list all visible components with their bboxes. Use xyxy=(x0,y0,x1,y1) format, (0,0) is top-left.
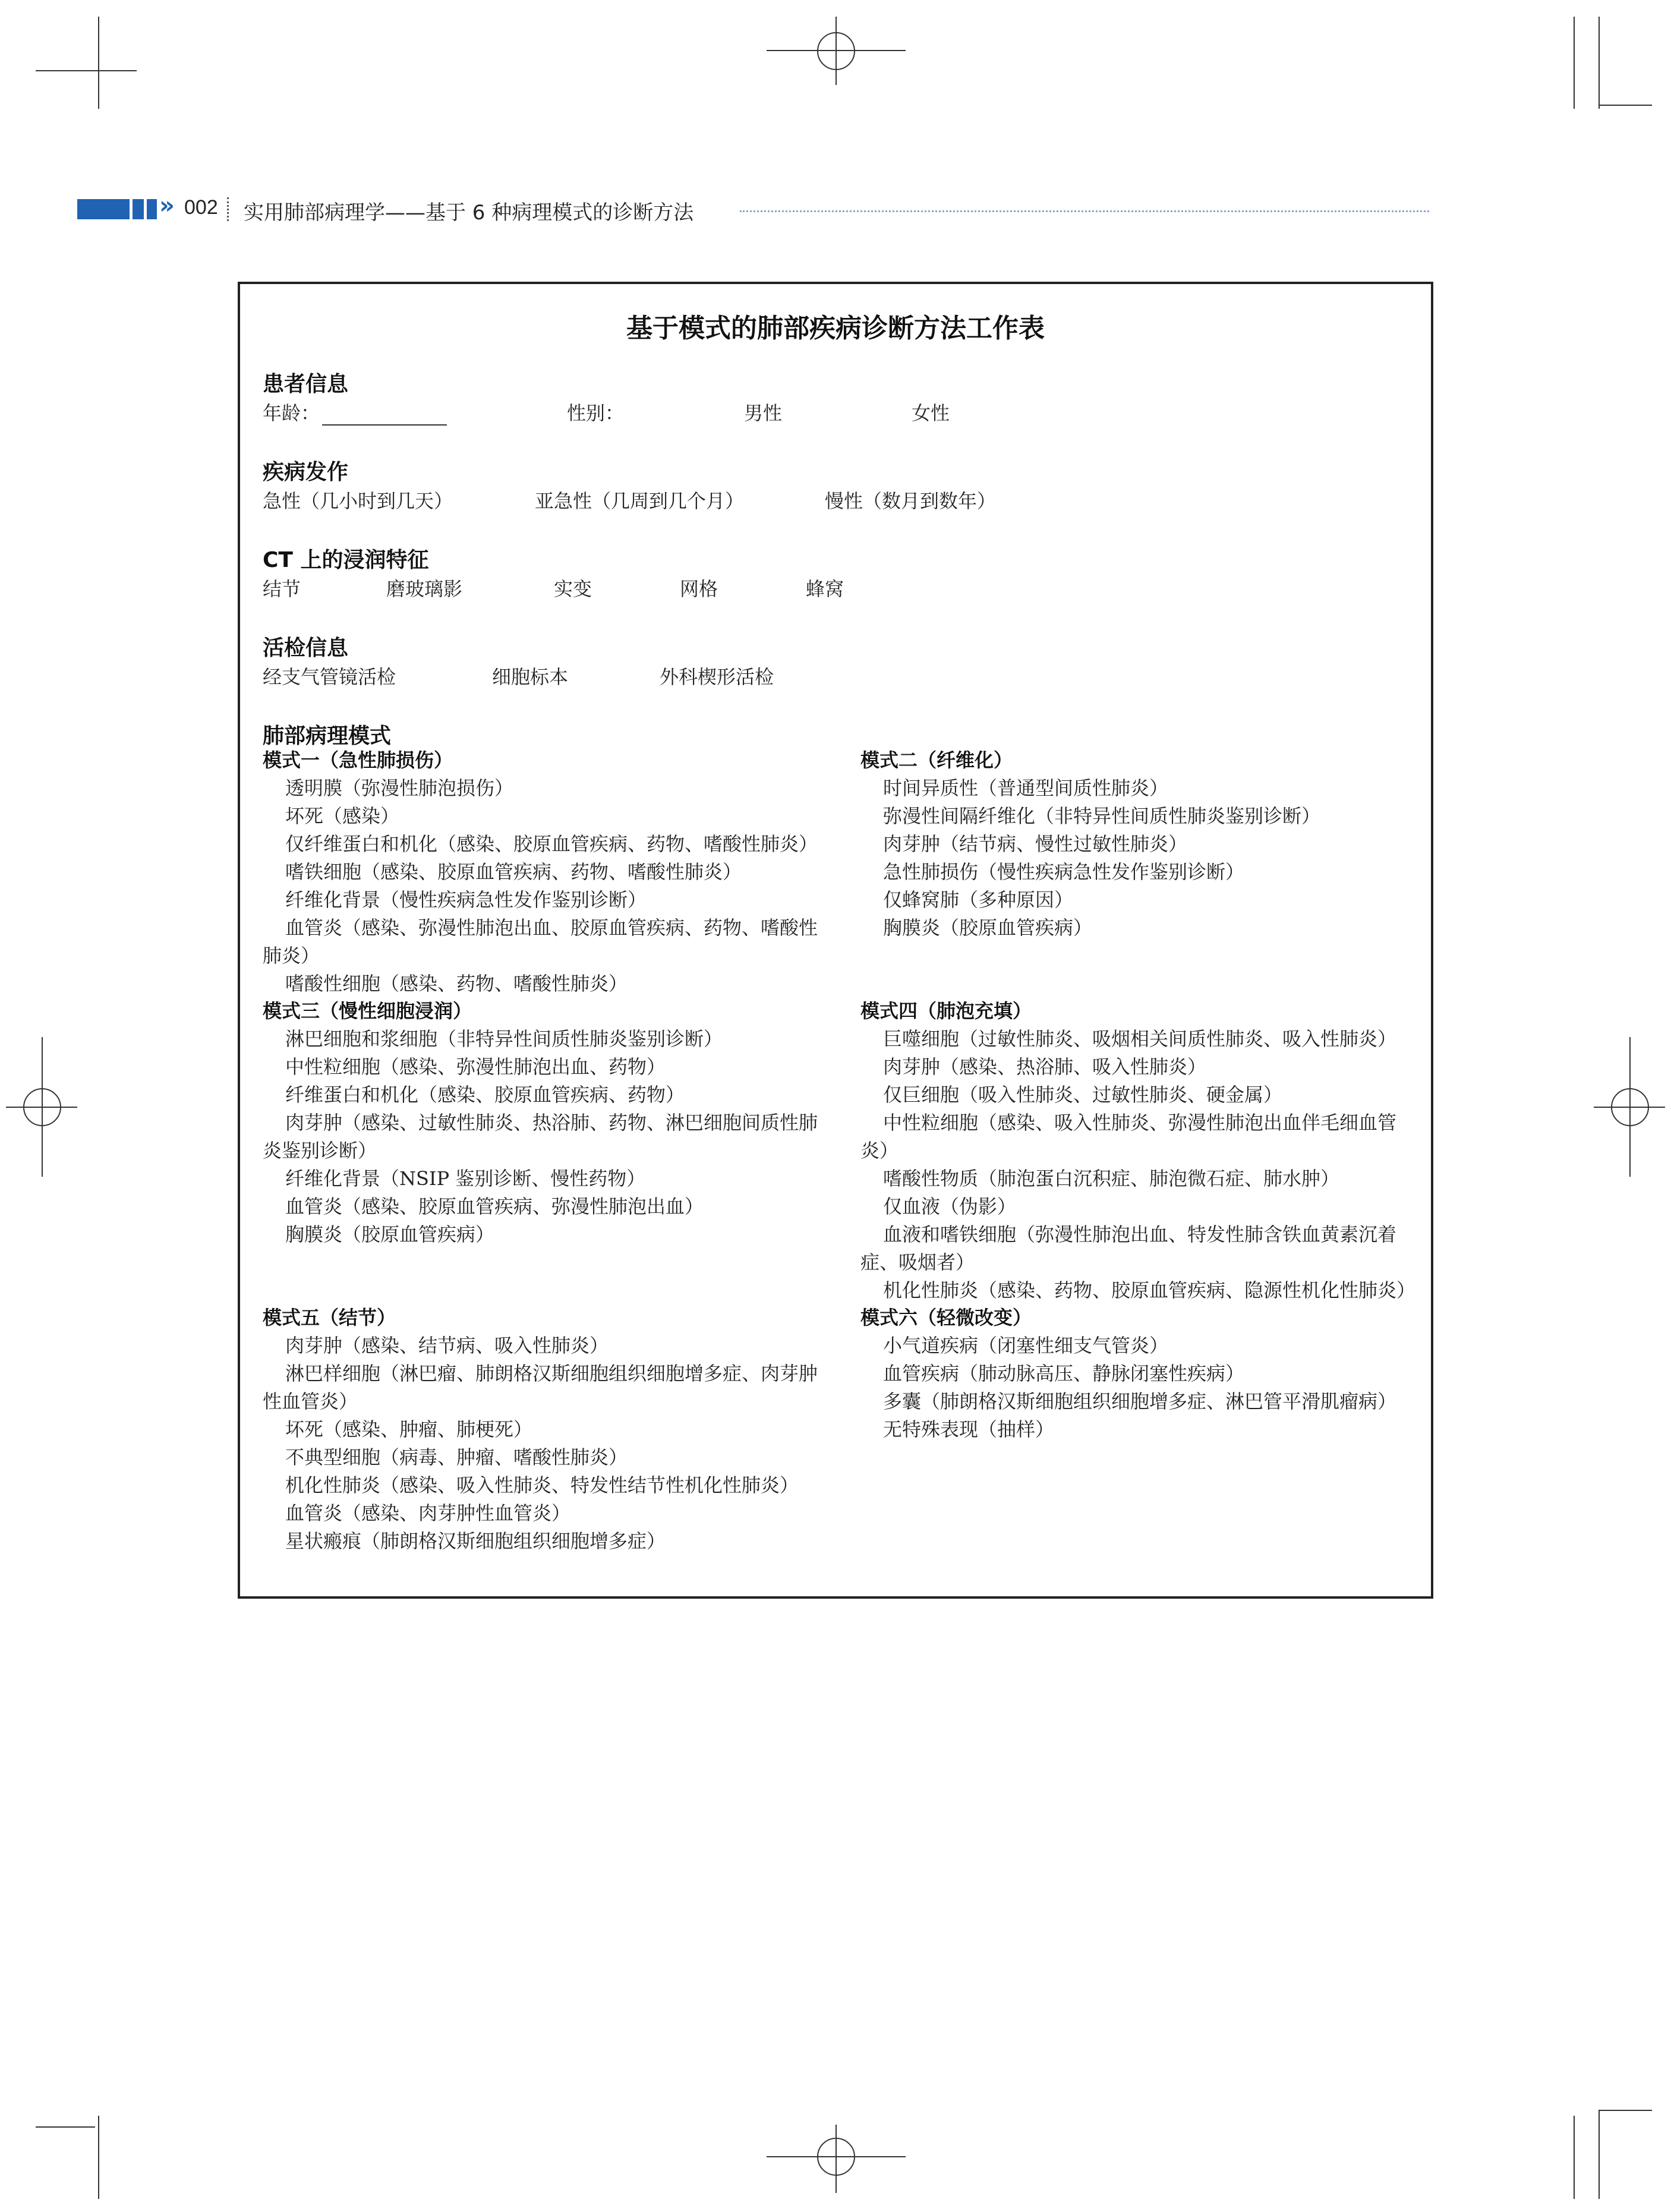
ct-option-reticular[interactable]: 网格 xyxy=(680,578,718,600)
ct-option-consolidation[interactable]: 实变 xyxy=(554,578,592,600)
sex-label: 性别： xyxy=(567,402,625,424)
ct-option-nodule[interactable]: 结节 xyxy=(263,578,301,600)
age-blank[interactable] xyxy=(322,407,447,426)
pattern-item: 血管炎（感染、肉芽肿性血管炎） xyxy=(285,1502,571,1524)
pattern-item: 胸膜炎（胶原血管疾病） xyxy=(285,1223,495,1246)
pattern-item: 时间异质性（普通型间质性肺炎） xyxy=(883,777,1169,799)
pattern-item: 机化性肺炎（感染、药物、胶原血管疾病、隐源性机化性肺炎） xyxy=(883,1279,1416,1302)
pattern-item: 仅蜂窝肺（多种原因） xyxy=(883,888,1074,911)
pattern-item: 无特殊表现（抽样） xyxy=(883,1418,1055,1441)
biopsy-option-surgical-wedge[interactable]: 外科楔形活检 xyxy=(660,666,774,688)
pattern-item: 淋巴样细胞（淋巴瘤、肺朗格汉斯细胞组织细胞增多症、肉芽肿性血管炎） xyxy=(263,1362,818,1413)
pattern-item: 纤维化背景（NSIP 鉴别诊断、慢性药物） xyxy=(285,1167,646,1190)
header-dotted-rule xyxy=(740,210,1429,212)
pattern-item: 胸膜炎（胶原血管疾病） xyxy=(883,916,1093,939)
biopsy-option-transbronchial[interactable]: 经支气管镜活检 xyxy=(263,666,396,688)
pattern-item: 肉芽肿（感染、热浴肺、吸入性肺炎） xyxy=(883,1055,1207,1078)
pattern-item: 巨噬细胞（过敏性肺炎、吸烟相关间质性肺炎、吸入性肺炎） xyxy=(883,1028,1397,1050)
pattern-item: 仅血液（伪影） xyxy=(883,1195,1017,1218)
pattern-item: 嗜酸性细胞（感染、药物、嗜酸性肺炎） xyxy=(285,972,628,995)
biopsy-option-cytology[interactable]: 细胞标本 xyxy=(492,666,569,688)
pattern-item: 血管疾病（肺动脉高压、静脉闭塞性疾病） xyxy=(883,1362,1245,1385)
pattern-2-block xyxy=(860,746,1417,942)
pattern-item: 淋巴细胞和浆细胞（非特异性间质性肺炎鉴别诊断） xyxy=(285,1028,723,1050)
pattern-item: 血管炎（感染、弥漫性肺泡出血、胶原血管疾病、药物、嗜酸性肺炎） xyxy=(263,916,818,967)
pattern-item: 肉芽肿（感染、过敏性肺炎、热浴肺、药物、淋巴细胞间质性肺炎鉴别诊断） xyxy=(263,1111,818,1162)
pattern-4-block xyxy=(860,997,1417,1304)
pattern-item: 坏死（感染、肿瘤、肺梗死） xyxy=(285,1418,533,1441)
sex-option-male[interactable]: 男性 xyxy=(744,402,783,424)
header-divider xyxy=(227,197,229,221)
age-label: 年龄： xyxy=(263,402,320,424)
pattern-item: 嗜酸性物质（肺泡蛋白沉积症、肺泡微石症、肺水肿） xyxy=(883,1167,1340,1190)
pattern-item: 多囊（肺朗格汉斯细胞组织细胞增多症、淋巴管平滑肌瘤病） xyxy=(883,1390,1397,1413)
pattern-item: 不典型细胞（病毒、肿瘤、嗜酸性肺炎） xyxy=(285,1446,628,1469)
pattern-item: 血液和嗜铁细胞（弥漫性肺泡出血、特发性肺含铁血黄素沉着症、吸烟者） xyxy=(860,1223,1397,1274)
pattern-title: 模式六（轻微改变） xyxy=(860,1306,1032,1329)
ct-heading: CT 上的浸润特征 xyxy=(263,548,429,572)
onset-option-subacute[interactable]: 亚急性（几周到几个月） xyxy=(535,490,745,512)
pattern-item: 坏死（感染） xyxy=(285,805,400,827)
pattern-item: 透明膜（弥漫性肺泡损伤） xyxy=(285,777,514,799)
pattern-item: 纤维蛋白和机化（感染、胶原血管疾病、药物） xyxy=(285,1083,685,1106)
onset-option-chronic[interactable]: 慢性（数月到数年） xyxy=(825,490,997,512)
pattern-5-block xyxy=(263,1304,819,1555)
pattern-item: 嗜铁细胞（感染、胶原血管疾病、药物、嗜酸性肺炎） xyxy=(285,861,742,883)
pattern-item: 弥漫性间隔纤维化（非特异性间质性肺炎鉴别诊断） xyxy=(883,805,1321,827)
pattern-item: 纤维化背景（慢性疾病急性发作鉴别诊断） xyxy=(285,888,647,911)
pattern-item: 小气道疾病（闭塞性细支气管炎） xyxy=(883,1334,1169,1357)
patient-info-heading: 患者信息 xyxy=(263,372,349,396)
pattern-1-block xyxy=(263,746,819,998)
age-field[interactable] xyxy=(263,398,447,426)
pattern-title: 模式四（肺泡充填） xyxy=(860,1000,1032,1022)
ct-option-ground-glass[interactable]: 磨玻璃影 xyxy=(386,578,463,600)
header-color-bar xyxy=(77,199,157,219)
pattern-item: 仅巨细胞（吸入性肺炎、过敏性肺炎、硬金属） xyxy=(883,1083,1283,1106)
pattern-item: 机化性肺炎（感染、吸入性肺炎、特发性结节性机化性肺炎） xyxy=(285,1474,799,1496)
pattern-title: 模式二（纤维化） xyxy=(860,749,1013,771)
pattern-item: 中性粒细胞（感染、吸入性肺炎、弥漫性肺泡出血伴毛细血管炎） xyxy=(860,1111,1397,1162)
worksheet-title: 基于模式的肺部疾病诊断方法工作表 xyxy=(626,313,1045,344)
pattern-6-block xyxy=(860,1304,1417,1444)
onset-option-acute[interactable]: 急性（几小时到几天） xyxy=(263,490,453,512)
sex-option-female[interactable]: 女性 xyxy=(912,402,950,424)
pattern-3-block xyxy=(263,997,819,1249)
pattern-item: 星状瘢痕（肺朗格汉斯细胞组织细胞增多症） xyxy=(285,1530,666,1552)
pattern-item: 血管炎（感染、胶原血管疾病、弥漫性肺泡出血） xyxy=(285,1195,704,1218)
pattern-item: 仅纤维蛋白和机化（感染、胶原血管疾病、药物、嗜酸性肺炎） xyxy=(285,833,818,855)
biopsy-heading: 活检信息 xyxy=(263,636,349,660)
worksheet-box xyxy=(238,282,1433,1599)
pattern-title: 模式一（急性肺损伤） xyxy=(263,749,453,771)
pattern-title: 模式三（慢性细胞浸润） xyxy=(263,1000,472,1022)
pattern-item: 中性粒细胞（感染、弥漫性肺泡出血、药物） xyxy=(285,1055,666,1078)
book-title: 实用肺部病理学——基于 6 种病理模式的诊断方法 xyxy=(244,201,694,225)
pattern-item: 肉芽肿（结节病、慢性过敏性肺炎） xyxy=(883,833,1188,855)
ct-option-honeycomb[interactable]: 蜂窝 xyxy=(806,578,844,600)
pattern-item: 急性肺损伤（慢性疾病急性发作鉴别诊断） xyxy=(883,861,1245,883)
pattern-title: 模式五（结节） xyxy=(263,1306,396,1329)
onset-heading: 疾病发作 xyxy=(263,460,349,484)
chevron-right-icon: » xyxy=(159,192,175,219)
page-number: 002 xyxy=(184,196,218,219)
patterns-heading: 肺部病理模式 xyxy=(263,724,392,748)
pattern-item: 肉芽肿（感染、结节病、吸入性肺炎） xyxy=(285,1334,609,1357)
